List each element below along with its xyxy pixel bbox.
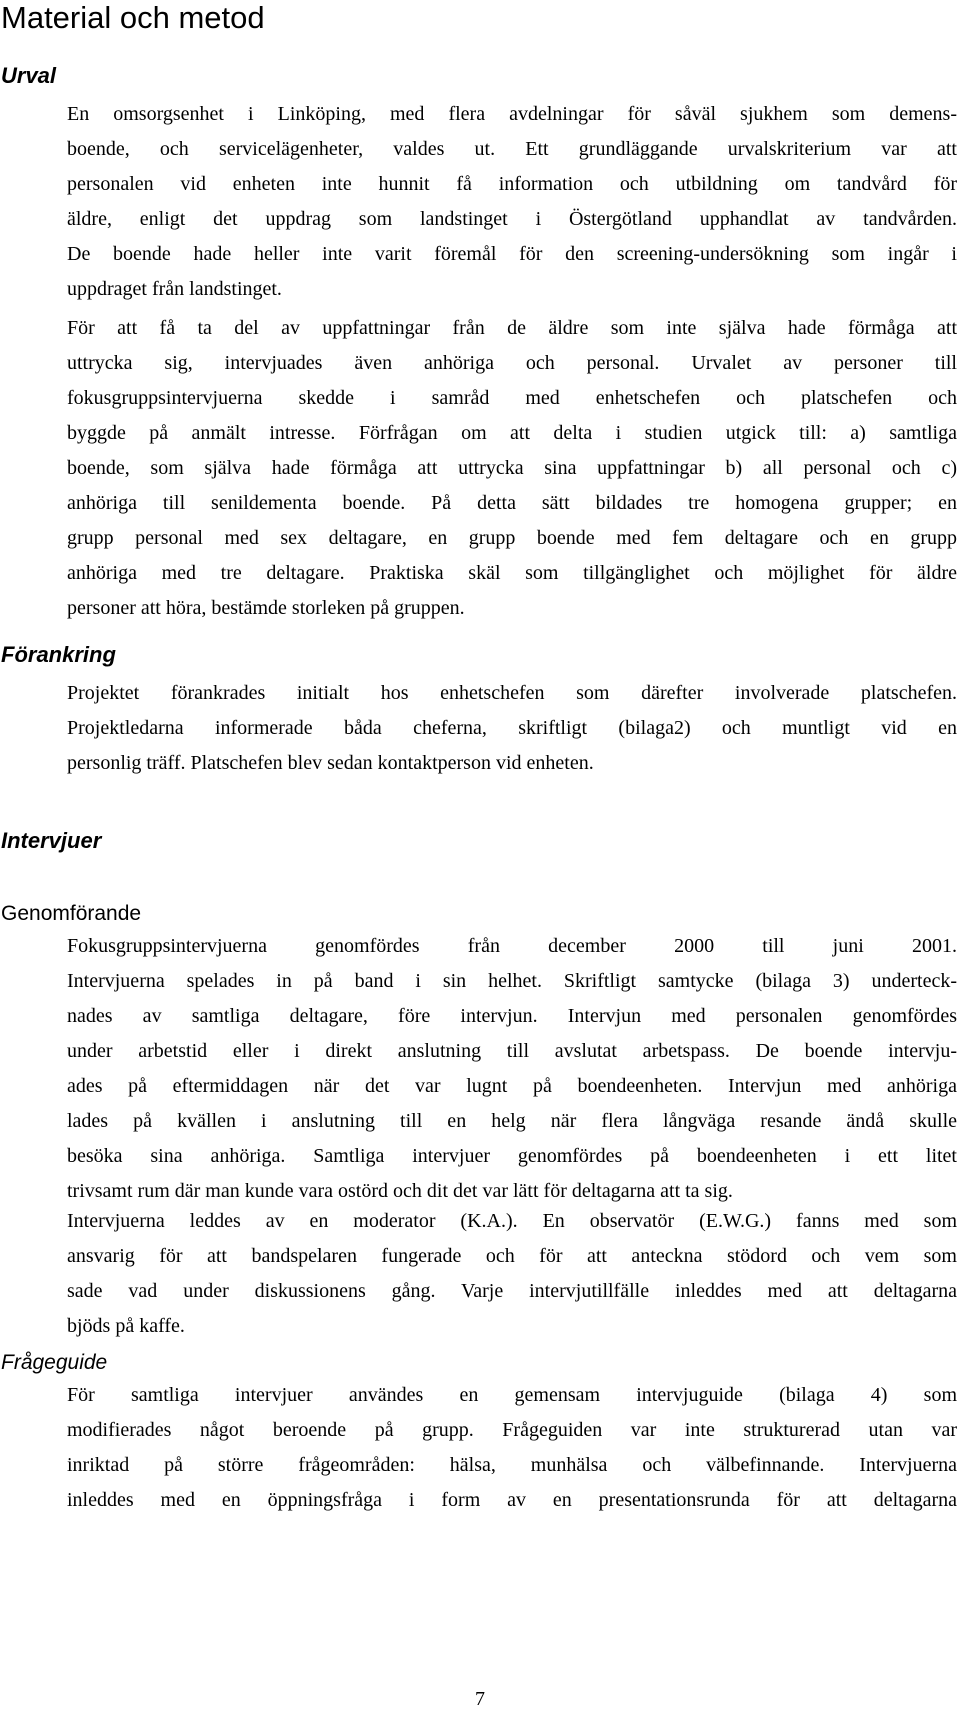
text-line: För samtliga intervjuer användes en gemensam intervjuguide (bilaga 4) som (67, 1384, 957, 1406)
text-line: Intervjuerna spelades in på band i sin helhet. Skriftligt samtycke (bilaga 3) underteck- (67, 970, 957, 992)
text-line: uppdraget från landstinget. (67, 278, 282, 300)
text-line: personalen vid enheten inte hunnit få information och utbildning om tandvård för (67, 173, 957, 195)
text-line: boende, som själva hade förmåga att uttrycka sina uppfattningar b) all personal och c) (67, 457, 957, 479)
text-line: anhöriga till senildementa boende. På detta sätt bildades tre homogena grupper; en (67, 492, 957, 514)
text-line: Projektledarna informerade båda cheferna, skriftligt (bilaga2) och muntligt vid en (67, 717, 957, 739)
section-heading-urval: Urval (1, 63, 57, 88)
text-line: En omsorgsenhet i Linköping, med flera avdelningar för såväl sjukhem som demens- (67, 103, 957, 125)
text-line: uttrycka sig, intervjuades även anhöriga och personal. Urvalet av personer till (67, 352, 957, 374)
text-line: trivsamt rum där man kunde vara ostörd och dit det var lätt för deltagarna att ta sig. (67, 1180, 733, 1202)
paragraph-frageguide (67, 1378, 957, 1518)
text-line: Intervjuerna leddes av en moderator (K.A.). En observatör (E.W.G.) fanns med som (67, 1210, 957, 1232)
page-number: 7 (475, 1688, 485, 1710)
text-line: De boende hade heller inte varit föremål för den screening-undersökning som ingår i (67, 243, 957, 265)
text-line: lades på kvällen i anslutning till en helg när flera långväga resande ändå skulle (67, 1110, 957, 1132)
text-line: nades av samtliga deltagare, före intervjun. Intervjun med personalen genomfördes (67, 1005, 957, 1027)
page-title: Material och metod (1, 0, 265, 35)
text-line: fokusgruppsintervjuerna skedde i samråd med enhetschefen och platschefen och (67, 387, 957, 409)
text-line: modifierades något beroende på grupp. Frågeguiden var inte strukturerad utan var (67, 1419, 957, 1441)
text-line: personer att höra, bestämde storleken på gruppen. (67, 597, 465, 619)
text-line: Projektet förankrades initialt hos enhetschefen som därefter involverade platschefen. (67, 682, 957, 704)
text-line: För att få ta del av uppfattningar från de äldre som inte själva hade förmåga att (67, 317, 957, 339)
paragraph-genomforande-2 (67, 1204, 957, 1344)
text-line: bjöds på kaffe. (67, 1315, 185, 1337)
text-line: ansvarig för att bandspelaren fungerade och för att anteckna stödord och vem som (67, 1245, 957, 1267)
paragraph-urval-2 (67, 311, 957, 626)
text-line: ades på eftermiddagen när det var lugnt på boendeenheten. Intervjun med anhöriga (67, 1075, 957, 1097)
paragraph-urval-1 (67, 97, 957, 307)
text-line: grupp personal med sex deltagare, en grupp boende med fem deltagare och en grupp (67, 527, 957, 549)
text-line: byggde på anmält intresse. Förfrågan om att delta i studien utgick till: a) samtliga (67, 422, 957, 444)
subsection-heading-genomforande: Genomförande (1, 902, 142, 925)
text-line: boende, och servicelägenheter, valdes ut. Ett grundläggande urvalskriterium var att (67, 138, 957, 160)
section-heading-forankring: Förankring (1, 642, 116, 667)
paragraph-forankring (67, 676, 957, 781)
subsection-heading-frageguide: Frågeguide (1, 1351, 108, 1374)
text-line: besöka sina anhöriga. Samtliga intervjuer genomfördes på boendeenheten i ett litet (67, 1145, 957, 1167)
section-heading-intervjuer: Intervjuer (1, 828, 102, 853)
text-line: inriktad på större frågeområden: hälsa, munhälsa och välbefinnande. Intervjuerna (67, 1454, 957, 1476)
text-line: inleddes med en öppningsfråga i form av en presentationsrunda för att deltagarna (67, 1489, 957, 1511)
text-line: under arbetstid eller i direkt anslutning till avslutat arbetspass. De boende intervju- (67, 1040, 957, 1062)
text-line: anhöriga med tre deltagare. Praktiska skäl som tillgänglighet och möjlighet för äldre (67, 562, 957, 584)
text-line: Fokusgruppsintervjuerna genomfördes från december 2000 till juni 2001. (67, 935, 957, 957)
text-line: personlig träff. Platschefen blev sedan kontaktperson vid enheten. (67, 752, 594, 774)
text-line: äldre, enligt det uppdrag som landstinget i Östergötland upphandlat av tandvården. (67, 208, 957, 230)
text-line: sade vad under diskussionens gång. Varje intervjutillfälle inleddes med att deltagarna (67, 1280, 957, 1302)
paragraph-genomforande-1 (67, 929, 957, 1209)
